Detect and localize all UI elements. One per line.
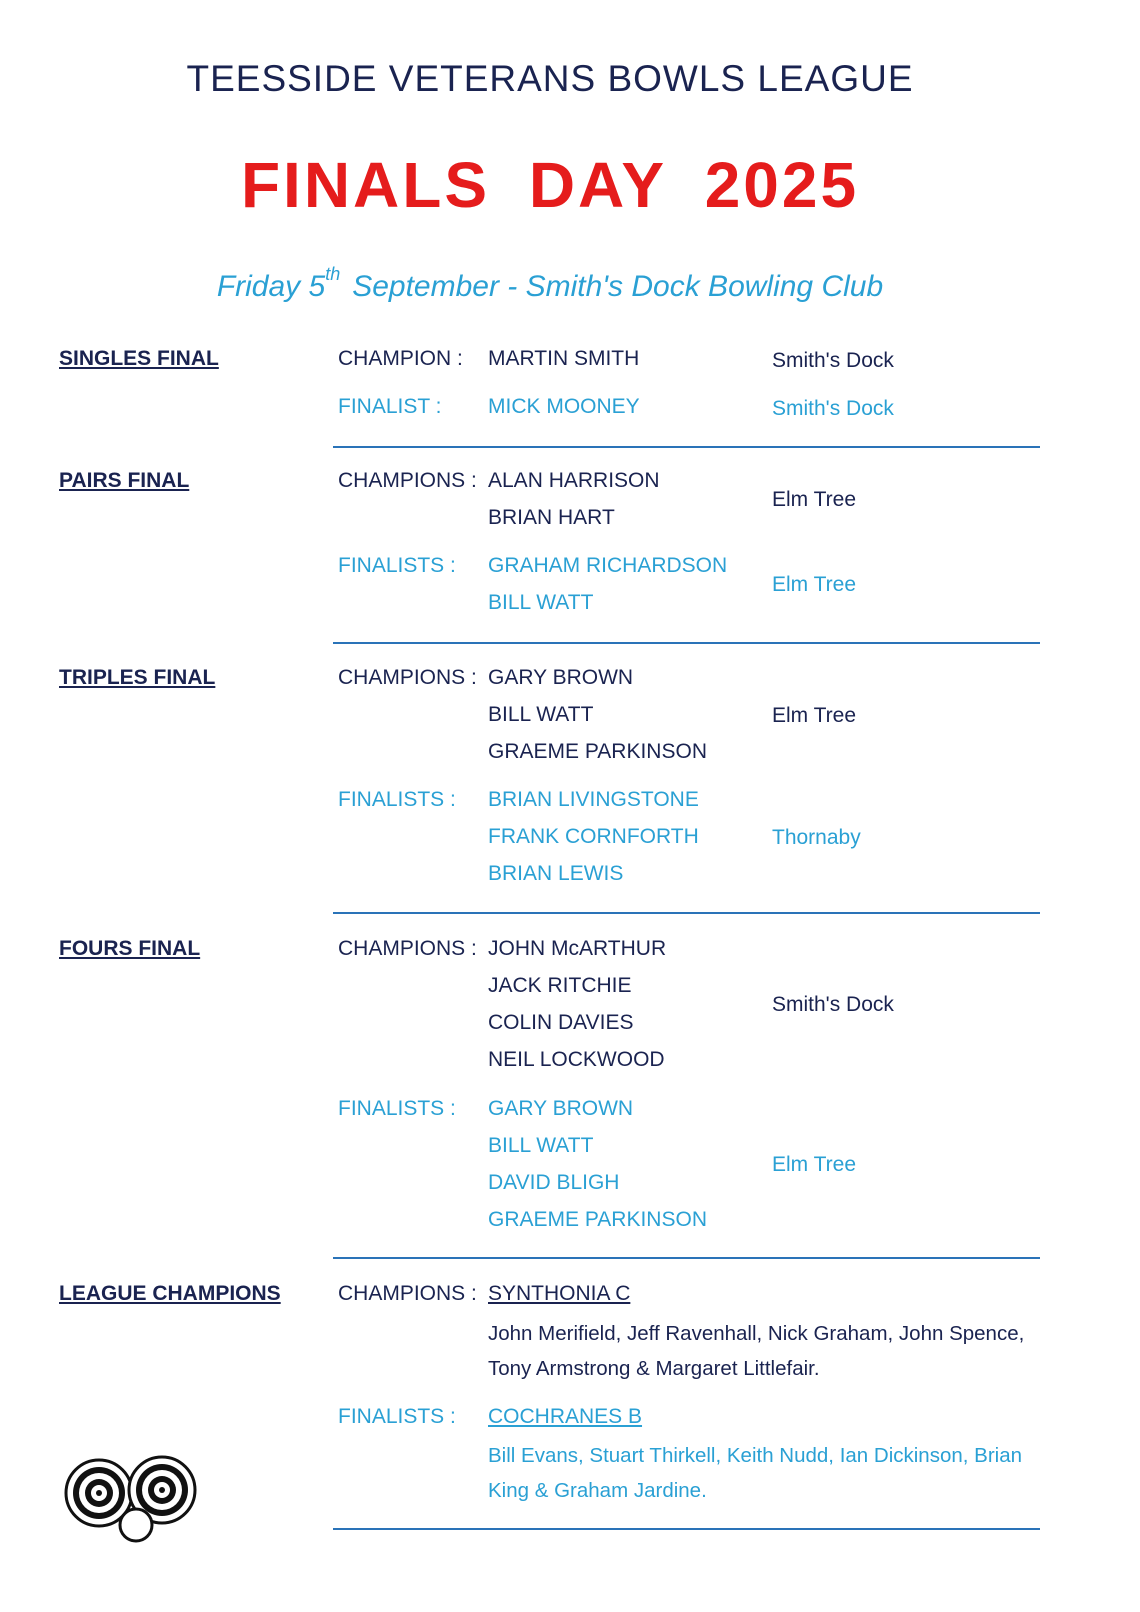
league-finalists-label: FINALISTS : [338,1405,456,1428]
pairs-finalist-club: Elm Tree [772,573,857,596]
league-champions-label: CHAMPIONS : [338,1282,477,1305]
fours-champion-name: COLIN DAVIES [488,1011,634,1034]
league-finalist-players: Bill Evans, Stuart Thirkell, Keith Nudd, Ian Dickinson, Brian King & Graham Jardine. [488,1444,1023,1502]
pairs-champion-name: ALAN HARRISON [488,469,660,492]
triples-champion-name: GARY BROWN [488,666,634,689]
singles-finalist-label: FINALIST : [338,395,442,418]
pairs-champion-name: BRIAN HART [488,506,615,529]
singles-finalist-name: MICK MOONEY [488,395,640,418]
league-champion-players: John Merifield, Jeff Ravenhall, Nick Graham, John Spence, Tony Armstrong & Margaret Littlefair. [488,1322,1025,1380]
section-divider [333,1528,1040,1530]
section-divider [333,912,1040,914]
singles-champion-club: Smith's Dock [772,349,894,372]
fours-finalist-name: BILL WATT [488,1134,594,1157]
pairs-finalist-name: GRAHAM RICHARDSON [488,554,728,577]
triples-finalist-name: BRIAN LIVINGSTONE [488,788,699,811]
pairs-heading: PAIRS FINAL [59,469,190,492]
triples-champion-club: Elm Tree [772,704,857,727]
league-heading: LEAGUE CHAMPIONS [59,1282,281,1305]
league-name: TEESSIDE VETERANS BOWLS LEAGUE [186,58,914,99]
league-champion-team: SYNTHONIA C [488,1282,631,1305]
fours-finalist-name: GARY BROWN [488,1097,634,1120]
triples-finalist-club: Thornaby [772,826,861,849]
singles-champion-name: MARTIN SMITH [488,347,640,370]
fours-finalist-name: GRAEME PARKINSON [488,1208,707,1231]
triples-finalists-label: FINALISTS : [338,788,456,811]
fours-champion-name: NEIL LOCKWOOD [488,1048,665,1071]
fours-champions-label: CHAMPIONS : [338,937,477,960]
fours-finalist-name: DAVID BLIGH [488,1171,620,1194]
league-finalist-team: COCHRANES B [488,1405,643,1428]
subtitle-venue: September - Smith's Dock Bowling Club [352,270,884,303]
event-subtitle [0,264,1100,304]
singles-heading: SINGLES FINAL [59,347,219,370]
triples-heading: TRIPLES FINAL [59,666,216,689]
subtitle-ordinal: th [325,264,341,284]
fours-heading: FOURS FINAL [59,937,201,960]
triples-finalist-name: BRIAN LEWIS [488,862,624,885]
singles-finalist-club: Smith's Dock [772,397,894,420]
triples-champion-name: BILL WATT [488,703,594,726]
section-divider [333,1257,1040,1259]
subtitle-date: Friday 5 [216,270,326,303]
singles-champion-label: CHAMPION : [338,347,463,370]
fours-finalist-club: Elm Tree [772,1153,857,1176]
triples-finalist-name: FRANK CORNFORTH [488,825,699,848]
fours-champion-club: Smith's Dock [772,993,894,1016]
bowls-icon [62,1455,202,1545]
pairs-finalists-label: FINALISTS : [338,554,456,577]
section-divider [333,446,1040,448]
triples-champions-label: CHAMPIONS : [338,666,477,689]
pairs-finalist-name: BILL WATT [488,591,594,614]
fours-finalists-label: FINALISTS : [338,1097,456,1120]
page-title: FINALS DAY 2025 [240,149,860,221]
pairs-champions-label: CHAMPIONS : [338,469,477,492]
triples-champion-name: GRAEME PARKINSON [488,740,707,763]
section-divider [333,642,1040,644]
fours-champion-name: JOHN McARTHUR [488,937,667,960]
fours-champion-name: JACK RITCHIE [488,974,632,997]
pairs-champion-club: Elm Tree [772,488,857,511]
